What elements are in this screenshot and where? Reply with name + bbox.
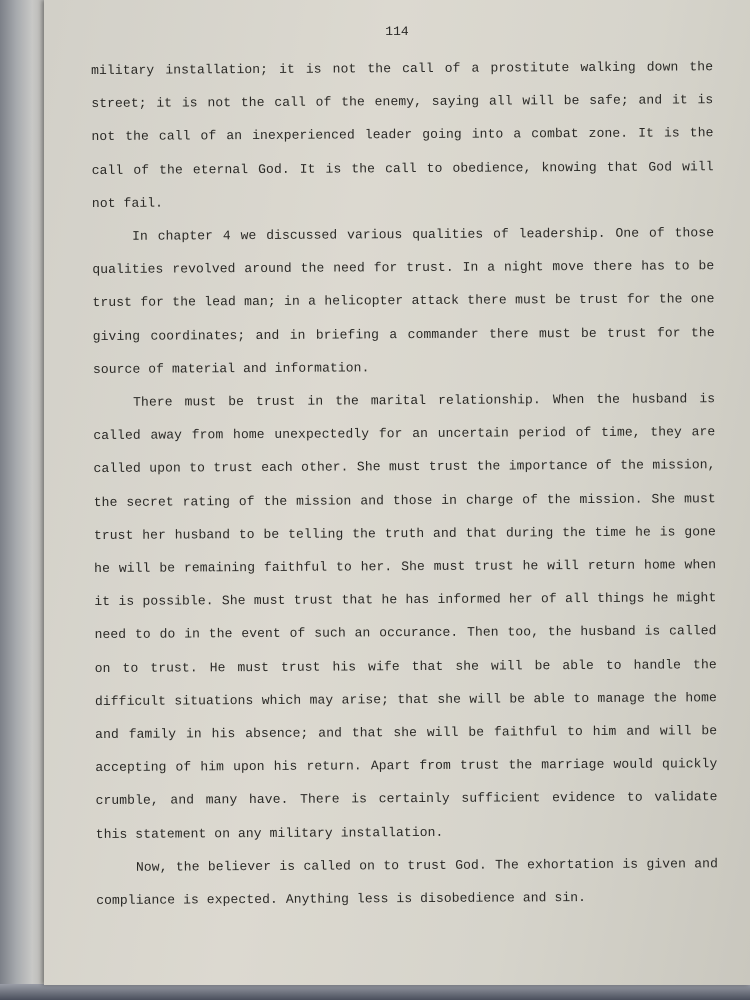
paragraph-4: Now, the believer is called on to trust God. The exhortation is given and compliance is expected. Anything less is disobedience and sin. bbox=[96, 856, 719, 909]
document-page bbox=[44, 0, 750, 985]
paragraph-1: military installation; it is not the call of a prostitute walking down the street; it is not the call of the enemy, saying all will be safe; and it is not the call of an inexperienced leader going into a combat zone. It is the call of the eternal God. It is the call to obedience, knowing that God will not fail. bbox=[91, 59, 714, 211]
paragraph-3: There must be trust in the marital relationship. When the husband is called away from home unexpectedly for an uncertain period of time, they are called upon to trust each other. She must trust the importance of the mission, the secret rating of the mission and those in charge of the mission. She must trust her husband to be telling the truth and that during the time he is gone he will be remaining faithful to her. She must trust he will return home when it is possible. She must trust that he has informed her of all things he might need to do in the event of such an occurance. Then too, the husband is called on to trust. He must trust his wife that she will be able to handle the difficult situations which may arise; that she will be able to manage the home and family in his absence; and that she will be faithful to him and will be accepting of him upon his return. Apart from trust the marriage would quickly crumble, and many have. There is certainly sufficient evidence to validate this statement on any military installation. bbox=[93, 391, 718, 842]
book-bottom-edge bbox=[0, 984, 750, 1000]
page-body bbox=[91, 50, 718, 917]
page-number: 114 bbox=[385, 24, 409, 39]
book-left-edge bbox=[0, 0, 46, 1000]
paragraph-2: In chapter 4 we discussed various qualities of leadership. One of those qualities revolved around the need for trust. In a night move there has to be trust for the lead man; in a helicopter attack there must be trust for the one giving coordinates; and in briefing a commander there must be trust for the source of material and information. bbox=[92, 225, 715, 377]
